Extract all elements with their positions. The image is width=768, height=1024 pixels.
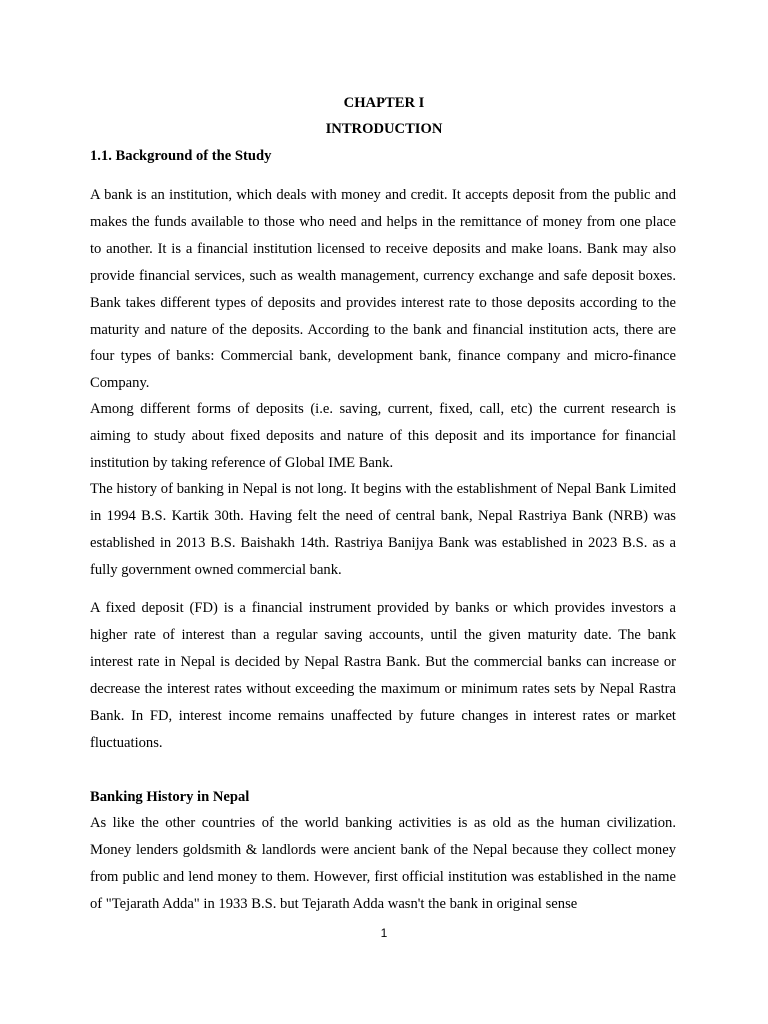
paragraph-deposit-forms: Among different forms of deposits (i.e. saving, current, fixed, call, etc) the current research is aiming to study about fixed deposits and nature of this deposit and its importance for financial institution by taking reference of Global IME Bank. xyxy=(90,401,676,471)
paragraph-bank-definition: A bank is an institution, which deals with money and credit. It accepts deposit from the public and makes the funds available to those who need and helps in the remittance of money from one place to another. It is a financial institution licensed to receive deposits and make loans. Bank may also provide financial services, such as wealth management, currency exchange and safe deposit boxes. Bank takes different types of deposits and provides interest rate to those deposits according to the maturity and nature of the deposits. According to the bank and financial institution acts, there are four types of banks: Commercial bank, development bank, finance company and micro-finance Company. xyxy=(90,187,676,392)
page-number: 1 xyxy=(380,926,388,940)
banking-history-heading: Banking History in Nepal xyxy=(90,789,250,805)
section-heading: 1.1. Background of the Study xyxy=(90,148,272,164)
paragraph-fixed-deposit: A fixed deposit (FD) is a financial instrument provided by banks or which provides investors a higher rate of interest than a regular saving accounts, until the given maturity date. The bank interest rate in Nepal is decided by Nepal Rastra Bank. But the commercial banks can increase or decrease the interest rates without exceeding the maximum or minimum rates sets by Nepal Rastra Bank. In FD, interest income remains unaffected by future changes in interest rates or market fluctuations. xyxy=(90,600,676,751)
paragraph-banking-history-short: The history of banking in Nepal is not long. It begins with the establishment of Nepal Bank Limited in 1994 B.S. Kartik 30th. Having felt the need of central bank, Nepal Rastriya Bank (NRB) was established in 2013 B.S. Baishakh 14th. Rastriya Banijya Bank was established in 2023 B.S. as a fully government owned commercial bank. xyxy=(90,481,676,578)
chapter-title: INTRODUCTION xyxy=(325,121,443,137)
chapter-label: CHAPTER I xyxy=(343,95,425,111)
paragraph-banking-history-nepal: As like the other countries of the world banking activities is as old as the human civilization. Money lenders goldsmith & landlords were ancient bank of the Nepal because they collect money from public and lend money to them. However, first official institution was established in the name of "Tejarath Adda" in 1933 B.S. but Tejarath Adda wasn't the bank in original sense xyxy=(90,815,676,912)
